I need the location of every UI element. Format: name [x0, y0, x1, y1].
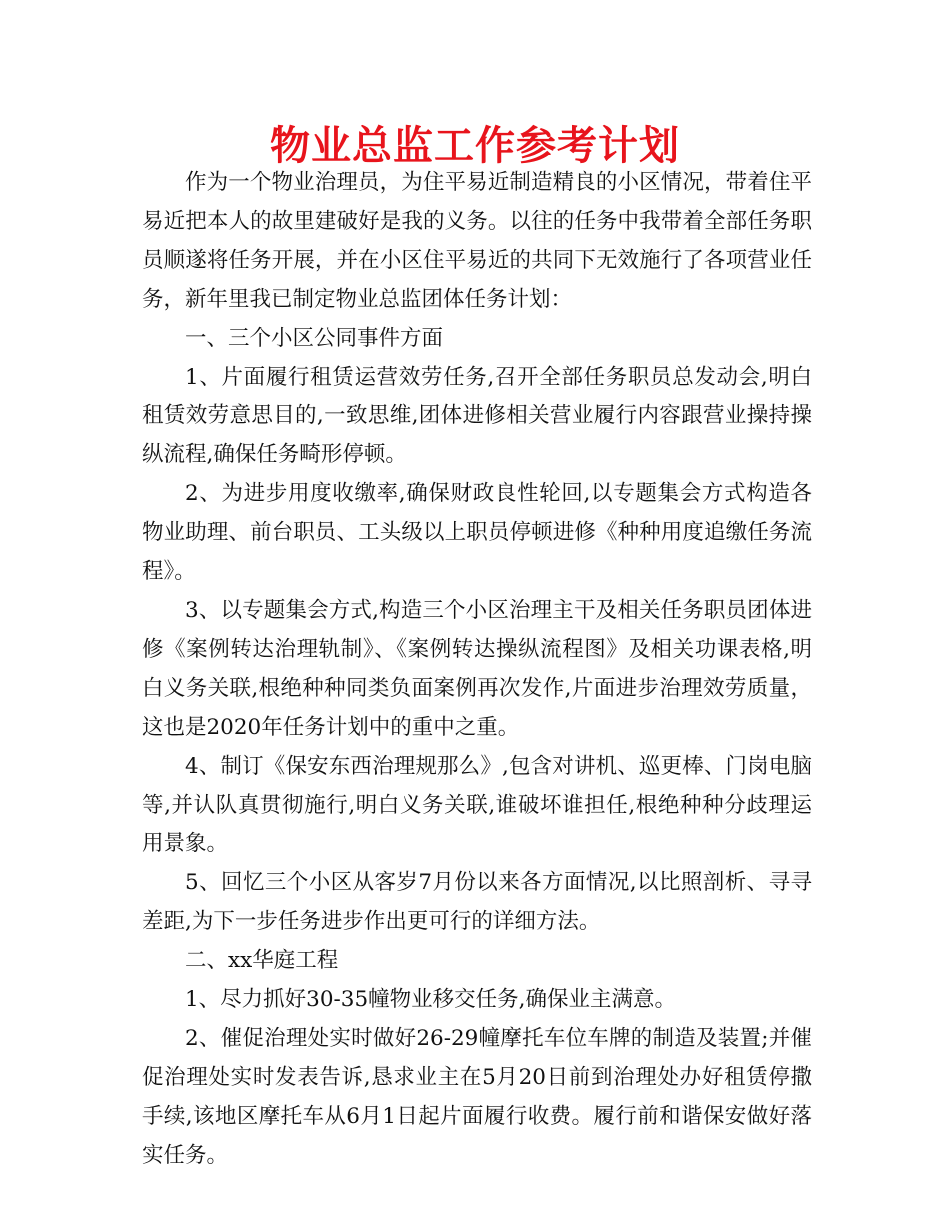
- paragraph-item-1-5: 5、回忆三个小区从客岁7月份以来各方面情况,以比照剖析、寻寻差距,为下一步任务进步作出更可行的详细方法。: [142, 870, 812, 935]
- section-heading-2: 二、xx华庭工程: [185, 948, 339, 974]
- document-body: [142, 164, 812, 1176]
- section-heading-1: 一、三个小区公同事件方面: [185, 325, 444, 351]
- paragraph-intro: 作为一个物业治理员，为住平易近制造精良的小区情况，带着住平易近把本人的故里建破好是我的义务。以往的任务中我带着全部任务职员顺遂将任务开展，并在小区住平易近的共同下无效施行了各项营业任务，新年里我已制定物业总监团体任务计划：: [142, 170, 812, 312]
- paragraph-item-1-4: 4、制订《保安东西治理规那么》,包含对讲机、巡更棒、门岗电脑等,并认队真贯彻施行,明白义务关联,谁破坏谁担任,根绝种种分歧理运用景象。: [142, 753, 812, 857]
- paragraph-item-2-1: 1、尽力抓好30-35幢物业移交任务,确保业主满意。: [185, 987, 676, 1013]
- paragraph-item-1-2: 2、为进步用度收缴率,确保财政良性轮回,以专题集会方式构造各物业助理、前台职员、工头级以上职员停顿进修《种种用度追缴任务流程》。: [142, 481, 812, 585]
- document-title: 物业总监工作参考计划: [270, 123, 680, 169]
- paragraph-item-1-1: 1、片面履行租赁运营效劳任务,召开全部任务职员总发动会,明白租赁效劳意思目的,一致思维,团体进修相关营业履行内容跟营业操持操纵流程,确保任务畸形停顿。: [142, 364, 812, 468]
- paragraph-item-1-3: 3、以专题集会方式,构造三个小区治理主干及相关任务职员团体进修《案例转达治理轨制》、《案例转达操纵流程图》及相关功课表格,明白义务关联,根绝种种同类负面案例再次发作,片面进步治理效劳质量，这也是2020年任务计划中的重中之重。: [142, 597, 812, 740]
- paragraph-item-2-2: 2、催促治理处实时做好26-29幢摩托车位车牌的制造及装置;并催促治理处实时发表告诉,恳求业主在5月20日前到治理处办好租赁停撒手续,该地区摩托车从6月1日起片面履行收费。履行前和谐保安做好落实任务。: [142, 1025, 812, 1168]
